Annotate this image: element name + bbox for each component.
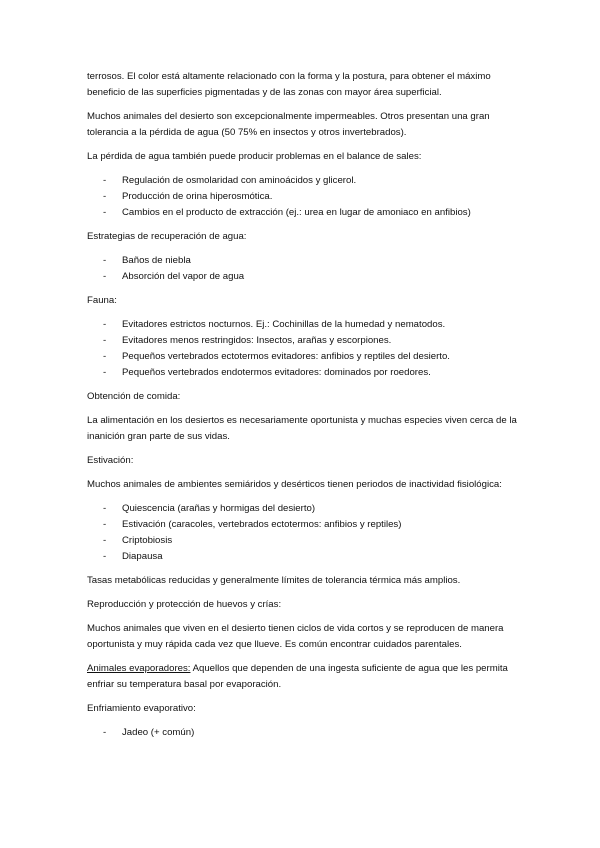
list-item-text: Diapausa xyxy=(122,551,163,562)
list-item xyxy=(87,269,527,285)
underlined-term: Animales evaporadores: xyxy=(87,663,191,674)
dash-bullet: - xyxy=(103,335,107,346)
list-item-text: Baños de niebla xyxy=(122,255,191,266)
bullet-list xyxy=(87,317,527,381)
list-item-text: Absorción del vapor de agua xyxy=(122,271,245,282)
dash-bullet: - xyxy=(103,175,107,186)
dash-bullet: - xyxy=(103,271,107,282)
list-item xyxy=(87,349,527,365)
document-body xyxy=(87,69,527,749)
dash-bullet: - xyxy=(103,503,107,514)
list-item-text: Evitadores menos restringidos: Insectos, arañas y escorpiones. xyxy=(122,335,392,346)
paragraph: Estrategias de recuperación de agua: xyxy=(87,231,247,242)
paragraph: Reproducción y protección de huevos y crías: xyxy=(87,599,282,610)
list-item-text: Estivación (caracoles, vertebrados ectotermos: anfibios y reptiles) xyxy=(122,519,402,530)
dash-bullet: - xyxy=(103,207,107,218)
paragraph: Muchos animales del desierto son excepcionalmente impermeables. Otros presentan una gran tolerancia a la pérdida de agua (50 75% en insectos y otros invertebrados). xyxy=(87,111,490,138)
list-item xyxy=(87,533,527,549)
dash-bullet: - xyxy=(103,727,107,738)
dash-bullet: - xyxy=(103,551,107,562)
paragraph: Enfriamiento evaporativo: xyxy=(87,703,196,714)
dash-bullet: - xyxy=(103,351,107,362)
list-item xyxy=(87,189,527,205)
dash-bullet: - xyxy=(103,191,107,202)
list-item xyxy=(87,725,527,741)
paragraph: Estivación: xyxy=(87,455,134,466)
dash-bullet: - xyxy=(103,367,107,378)
dash-bullet: - xyxy=(103,519,107,530)
dash-bullet: - xyxy=(103,255,107,266)
paragraph: La alimentación en los desiertos es necesariamente oportunista y muchas especies viven cerca de la inanición gran parte de sus vidas. xyxy=(87,415,517,442)
list-item xyxy=(87,173,527,189)
bullet-list xyxy=(87,725,527,741)
paragraph: La pérdida de agua también puede producir problemas en el balance de sales: xyxy=(87,151,422,162)
list-item xyxy=(87,549,527,565)
bullet-list xyxy=(87,501,527,565)
paragraph: Tasas metabólicas reducidas y generalmente límites de tolerancia térmica más amplios. xyxy=(87,575,461,586)
list-item-text: Quiescencia (arañas y hormigas del desierto) xyxy=(122,503,316,514)
paragraph: Obtención de comida: xyxy=(87,391,181,402)
paragraph xyxy=(87,661,527,693)
bullet-list xyxy=(87,253,527,285)
list-item xyxy=(87,517,527,533)
dash-bullet: - xyxy=(103,319,107,330)
bullet-list xyxy=(87,173,527,221)
list-item-text: Pequeños vertebrados endotermos evitadores: dominados por roedores. xyxy=(122,367,431,378)
paragraph: Fauna: xyxy=(87,295,117,306)
list-item-text: Regulación de osmolaridad con aminoácidos y glicerol. xyxy=(122,175,357,186)
list-item-text: Criptobiosis xyxy=(122,535,173,546)
list-item xyxy=(87,253,527,269)
list-item-text: Cambios en el producto de extracción (ej.: urea en lugar de amoniaco en anfibios) xyxy=(122,207,471,218)
list-item xyxy=(87,317,527,333)
dash-bullet: - xyxy=(103,535,107,546)
paragraph: Muchos animales de ambientes semiáridos y desérticos tienen periodos de inactividad fisiológica: xyxy=(87,479,502,490)
paragraph-text: Aquellos que dependen de una ingesta suficiente de agua que les permita enfriar su temperatura basal por evaporación. xyxy=(87,663,508,690)
paragraph: terrosos. El color está altamente relacionado con la forma y la postura, para obtener el máximo beneficio de las superficies pigmentadas y de las zonas con mayor área superficial. xyxy=(87,71,491,98)
list-item xyxy=(87,205,527,221)
list-item-text: Producción de orina hiperosmótica. xyxy=(122,191,273,202)
list-item-text: Evitadores estrictos nocturnos. Ej.: Cochinillas de la humedad y nematodos. xyxy=(122,319,446,330)
paragraph: Muchos animales que viven en el desierto tienen ciclos de vida cortos y se reproducen de manera oportunista y muy rápida cada vez que llueve. Es común encontrar cuidados parentales. xyxy=(87,623,504,650)
list-item xyxy=(87,333,527,349)
list-item-text: Pequeños vertebrados ectotermos evitadores: anfibios y reptiles del desierto. xyxy=(122,351,450,362)
list-item xyxy=(87,365,527,381)
list-item-text: Jadeo (+ común) xyxy=(122,727,195,738)
list-item xyxy=(87,501,527,517)
